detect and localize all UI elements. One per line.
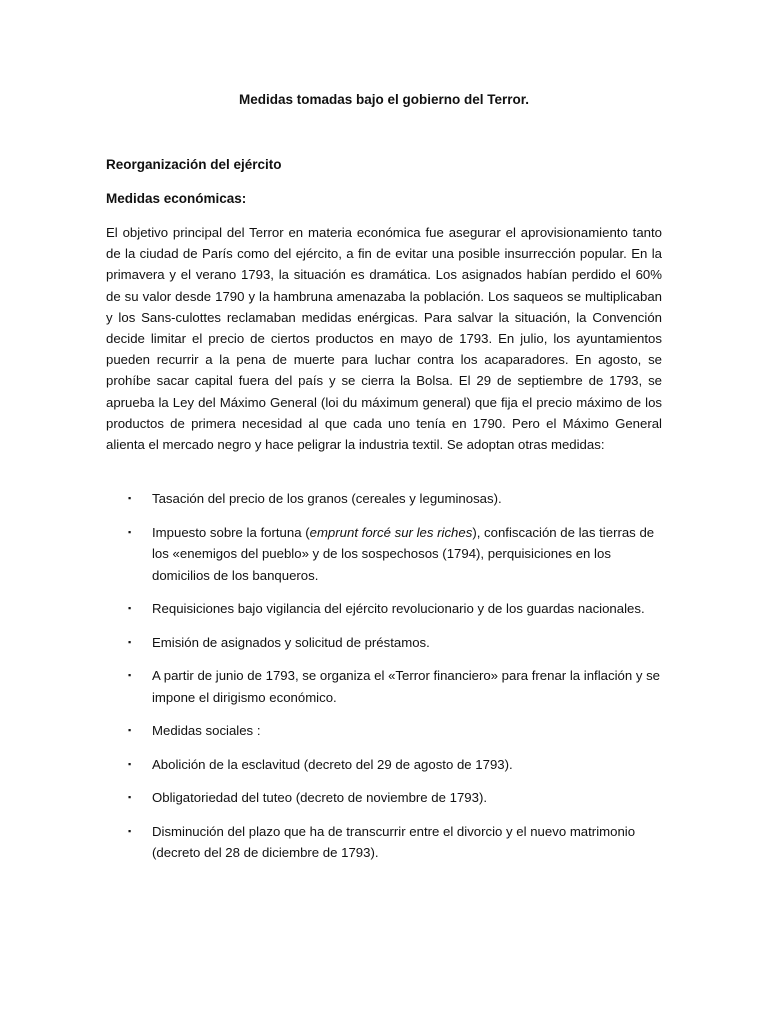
list-item [106, 488, 666, 510]
list-item-text: Tasación del precio de los granos (cereales y leguminosas). [152, 491, 502, 506]
list-item [106, 720, 666, 742]
bullet-icon: ▪ [128, 493, 132, 503]
bullet-icon: ▪ [128, 792, 132, 802]
body-paragraph: El objetivo principal del Terror en materia económica fue asegurar el aprovisionamiento tanto de la ciudad de París como del ejército, a fin de evitar una posible insurrección popular. En la primavera y el verano 1793, la situación es dramática. Los asignados habían perdido el 60% de su valor desde 1790 y la hambruna amenazaba la población. Los saqueos se multiplicaban y los Sans-culottes reclamaban medidas enérgicas. Para salvar la situación, la Convención decide limitar el precio de ciertos productos en mayo de 1793. En julio, los ayuntamientos pueden recurrir a la pena de muerte para luchar contra los acaparadores. En agosto, se prohíbe sacar capital fuera del país y se cierra la Bolsa. El 29 de septiembre de 1793, se aprueba la Ley del Máximo General (loi du máximum general) que fija el precio máximo de los productos de primera necesidad al que cada uno tenía en 1790. Pero el Máximo General alienta el mercado negro y hace peligrar la industria textil. Se adoptan otras medidas: [106, 225, 662, 453]
list-item [106, 821, 666, 864]
document-title: Medidas tomadas bajo el gobierno del Terror. [238, 92, 530, 107]
bullet-icon: ▪ [128, 670, 132, 680]
list-item [106, 522, 666, 587]
bullet-list [106, 488, 666, 876]
bullet-icon: ▪ [128, 526, 132, 537]
list-item [106, 598, 666, 620]
list-item-text: Emisión de asignados y solicitud de préstamos. [152, 634, 430, 650]
subheading: Medidas económicas: [106, 191, 247, 206]
list-item-text-italic: emprunt forcé sur les riches [309, 524, 473, 540]
list-item [106, 665, 666, 708]
list-item-text: Medidas sociales : [152, 723, 261, 738]
list-item-text-before: Impuesto sobre la fortuna ( [152, 524, 310, 540]
list-item-text-after: ), confiscación de las tierras de los «enemigos del pueblo» y de los sospechosos (1794), perquisiciones en los domicilios de los banqueros. [152, 524, 655, 583]
list-item [106, 754, 666, 776]
list-item-text: A partir de junio de 1793, se organiza el «Terror financiero» para frenar la inflación y se impone el dirigismo económico. [152, 668, 661, 705]
section-heading: Reorganización del ejército [106, 157, 282, 172]
list-item-text: Abolición de la esclavitud (decreto del 29 de agosto de 1793). [152, 756, 513, 772]
bullet-icon: ▪ [128, 636, 132, 647]
list-item-text: Obligatoriedad del tuteo (decreto de noviembre de 1793). [152, 790, 488, 805]
bullet-icon: ▪ [128, 825, 132, 836]
bullet-icon: ▪ [128, 725, 132, 735]
list-item-text: Requisiciones bajo vigilancia del ejército revolucionario y de los guardas nacionales. [152, 601, 645, 616]
list-item-text: Disminución del plazo que ha de transcurrir entre el divorcio y el nuevo matrimonio (decreto del 28 de diciembre de 1793). [152, 823, 636, 860]
list-item [106, 632, 666, 654]
bullet-icon: ▪ [128, 603, 132, 613]
bullet-icon: ▪ [128, 758, 132, 769]
list-item [106, 787, 666, 809]
